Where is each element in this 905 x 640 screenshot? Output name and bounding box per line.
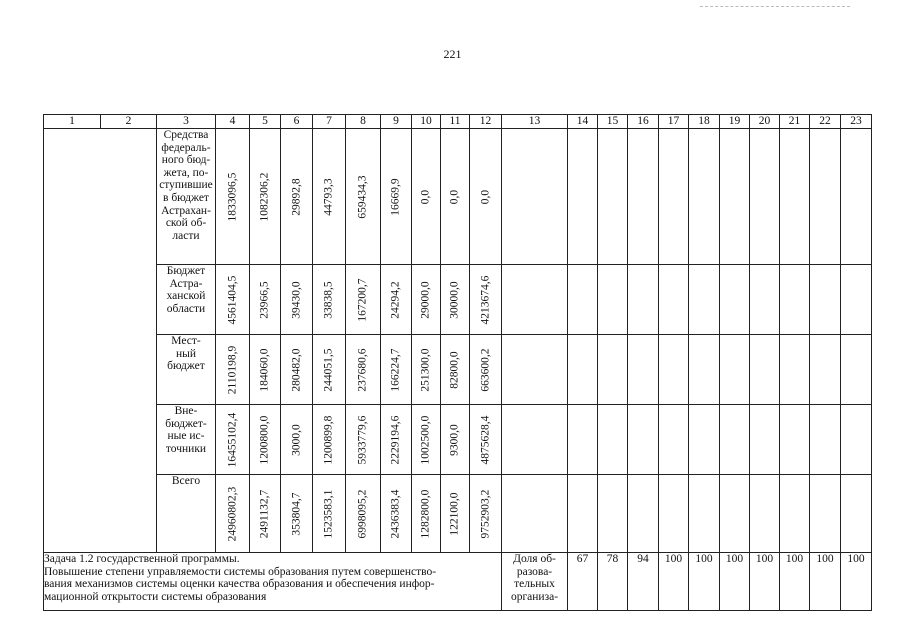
amount-value: 24960802,3 (226, 486, 239, 541)
amount-value: 1082306,2 (258, 172, 271, 221)
amount-cell (281, 129, 313, 265)
empty-cell (568, 265, 598, 335)
column-header: 18 (689, 115, 720, 129)
indicator-line: тельных (514, 578, 555, 591)
amount-value: 2436383,4 (389, 489, 402, 538)
column-header: 9 (381, 115, 412, 129)
funding-source-line: бюджет (167, 360, 205, 373)
empty-cell (502, 129, 568, 265)
empty-cell (810, 475, 841, 553)
empty-cell (628, 335, 659, 405)
target-value: 100 (841, 553, 872, 611)
amount-value: 30000,0 (448, 280, 461, 319)
empty-cell (598, 265, 628, 335)
task-line: мационной открытости системы образования (44, 590, 267, 603)
task-line: Задача 1.2 государственной программы. (44, 553, 240, 565)
empty-cell (810, 129, 841, 265)
amount-cell (381, 405, 412, 475)
empty-cell (689, 129, 720, 265)
empty-cell (780, 265, 810, 335)
target-value: 78 (598, 553, 628, 611)
target-value: 94 (628, 553, 659, 611)
amount-value: 3000,0 (290, 423, 303, 456)
amount-value: 1523583,1 (322, 489, 335, 538)
amount-value: 4561404,5 (226, 275, 239, 324)
column-header: 5 (250, 115, 281, 129)
amount-cell (216, 405, 250, 475)
page-number: 221 (443, 47, 462, 61)
funding-row (44, 265, 872, 335)
empty-cell (568, 129, 598, 265)
funding-source (157, 129, 216, 265)
funding-source (157, 335, 216, 405)
budget-table (43, 114, 872, 611)
column-header: 11 (441, 115, 470, 129)
top-edge-line (700, 6, 850, 7)
funding-source-line: жета, по- (163, 166, 209, 179)
amount-cell (281, 335, 313, 405)
amount-value: 280482,0 (290, 347, 303, 392)
funding-source-line: ступившие (159, 179, 213, 192)
amount-cell (216, 265, 250, 335)
empty-cell (780, 335, 810, 405)
empty-cell (568, 335, 598, 405)
amount-cell (441, 475, 470, 553)
indicator-line: организа- (510, 590, 559, 603)
amount-cell (281, 475, 313, 553)
amount-value: 4875628,4 (479, 415, 492, 464)
amount-value: 184060,0 (258, 347, 271, 392)
amount-cell (470, 265, 502, 335)
column-header: 2 (101, 115, 157, 129)
column-header: 16 (628, 115, 659, 129)
header-row (44, 115, 872, 129)
task-line: вания механизмов системы оценки качества образования и обеспечения инфор- (44, 578, 435, 591)
amount-value: 5933779,6 (356, 415, 369, 464)
column-header: 22 (810, 115, 841, 129)
column-header: 15 (598, 115, 628, 129)
column-header: 19 (720, 115, 750, 129)
funding-source-line: области (166, 302, 206, 315)
empty-cell (720, 475, 750, 553)
empty-cell (750, 265, 780, 335)
amount-cell (216, 129, 250, 265)
amount-value: 0,0 (448, 189, 461, 204)
target-value: 100 (659, 553, 689, 611)
empty-cell (659, 475, 689, 553)
funding-source-line: Средства (163, 129, 209, 141)
amount-value: 2110198,9 (226, 345, 239, 394)
funding-source-line: ный (175, 347, 197, 360)
amount-cell (250, 405, 281, 475)
amount-value: 663600,2 (479, 347, 492, 392)
empty-cell (659, 129, 689, 265)
empty-cell (628, 129, 659, 265)
empty-cell (720, 265, 750, 335)
empty-cell (750, 475, 780, 553)
funding-source-line: ханской (166, 290, 206, 303)
amount-cell (346, 129, 381, 265)
amount-cell (412, 475, 441, 553)
funding-source-line: ской об- (165, 217, 207, 230)
amount-value: 0,0 (419, 189, 432, 204)
target-value: 100 (750, 553, 780, 611)
amount-cell (313, 475, 346, 553)
amount-value: 1200800,0 (258, 415, 271, 464)
amount-cell (381, 129, 412, 265)
column-header: 13 (502, 115, 568, 129)
task-description (44, 553, 502, 611)
amount-cell (313, 335, 346, 405)
amount-cell (346, 405, 381, 475)
empty-cell (810, 265, 841, 335)
amount-value: 353804,7 (290, 491, 303, 536)
amount-cell (470, 405, 502, 475)
funding-row (44, 405, 872, 475)
amount-cell (381, 475, 412, 553)
funding-source-line: ные ис- (167, 430, 205, 443)
amount-cell (313, 265, 346, 335)
amount-value: 237680,6 (356, 347, 369, 392)
amount-cell (346, 335, 381, 405)
funding-source (157, 265, 216, 335)
amount-cell (381, 335, 412, 405)
amount-value: 1200899,8 (322, 415, 335, 464)
empty-cell (750, 129, 780, 265)
column-header: 1 (44, 115, 101, 129)
empty-cell (659, 335, 689, 405)
empty-cell (598, 475, 628, 553)
funding-row (44, 129, 872, 265)
funding-source-line: федераль- (161, 141, 211, 154)
amount-cell (313, 129, 346, 265)
empty-cell (720, 405, 750, 475)
column-header: 21 (780, 115, 810, 129)
funding-source-line: Всего (171, 475, 201, 487)
column-header: 10 (412, 115, 441, 129)
empty-cell (841, 335, 872, 405)
column-header: 17 (659, 115, 689, 129)
funding-source-line: Астрахан- (161, 204, 211, 217)
amount-cell (281, 265, 313, 335)
funding-row (44, 475, 872, 553)
column-header: 6 (281, 115, 313, 129)
target-value: 100 (720, 553, 750, 611)
task-line: Повышение степени управляемости системы образования путем совершенство- (44, 565, 437, 578)
amount-value: 29892,8 (290, 177, 303, 216)
amount-cell (216, 475, 250, 553)
amount-value: 33838,5 (322, 280, 335, 319)
funding-source-line: бюджет- (165, 417, 207, 430)
amount-value: 4213674,6 (479, 275, 492, 324)
amount-value: 166224,7 (389, 347, 402, 392)
funding-source-line: Астра- (169, 277, 203, 290)
amount-cell (250, 335, 281, 405)
amount-cell (441, 405, 470, 475)
empty-cell (502, 265, 568, 335)
indicator-name (502, 553, 568, 611)
empty-cell (750, 405, 780, 475)
target-value: 100 (810, 553, 841, 611)
empty-cell (659, 265, 689, 335)
empty-cell (780, 475, 810, 553)
empty-cell (841, 129, 872, 265)
empty-cell (689, 405, 720, 475)
column-header: 7 (313, 115, 346, 129)
blank-cell (44, 129, 157, 553)
funding-source (157, 405, 216, 475)
amount-value: 1002500,0 (419, 415, 432, 464)
amount-value: 16669,9 (389, 177, 402, 216)
amount-value: 29000,0 (419, 280, 432, 319)
amount-value: 122100,0 (448, 491, 461, 536)
funding-source-line: ного бюд- (161, 154, 211, 167)
amount-value: 23966,5 (258, 280, 271, 319)
empty-cell (689, 265, 720, 335)
funding-row (44, 335, 872, 405)
amount-value: 24294,2 (389, 280, 402, 319)
amount-value: 82800,0 (448, 350, 461, 389)
amount-value: 1282800,0 (419, 489, 432, 538)
amount-cell (412, 335, 441, 405)
empty-cell (750, 335, 780, 405)
amount-cell (470, 129, 502, 265)
column-header: 4 (216, 115, 250, 129)
funding-source-line: ласти (172, 229, 200, 242)
empty-cell (810, 335, 841, 405)
amount-cell (313, 405, 346, 475)
empty-cell (628, 405, 659, 475)
column-header: 14 (568, 115, 598, 129)
amount-cell (412, 405, 441, 475)
column-header: 3 (157, 115, 216, 129)
empty-cell (598, 405, 628, 475)
column-header: 23 (841, 115, 872, 129)
amount-cell (470, 335, 502, 405)
empty-cell (720, 129, 750, 265)
amount-cell (281, 405, 313, 475)
task-row (44, 553, 872, 611)
funding-source-line: Бюджет (166, 265, 206, 277)
empty-cell (659, 405, 689, 475)
amount-value: 0,0 (479, 189, 492, 204)
amount-value: 659434,3 (356, 174, 369, 219)
amount-cell (250, 475, 281, 553)
funding-source-line: точники (165, 442, 207, 455)
empty-cell (810, 405, 841, 475)
funding-source-line: Мест- (171, 335, 201, 347)
amount-cell (441, 129, 470, 265)
amount-cell (441, 265, 470, 335)
amount-cell (250, 129, 281, 265)
target-value: 67 (568, 553, 598, 611)
empty-cell (502, 335, 568, 405)
amount-cell (346, 265, 381, 335)
empty-cell (841, 265, 872, 335)
amount-cell (250, 265, 281, 335)
funding-source-line: в бюджет (163, 191, 209, 204)
amount-value: 1833096,5 (226, 172, 239, 221)
amount-value: 6998095,2 (356, 489, 369, 538)
empty-cell (628, 265, 659, 335)
empty-cell (598, 335, 628, 405)
amount-cell (346, 475, 381, 553)
empty-cell (689, 475, 720, 553)
column-header: 12 (470, 115, 502, 129)
funding-source (157, 475, 216, 553)
amount-value: 44793,3 (322, 177, 335, 216)
amount-value: 244051,5 (322, 347, 335, 392)
empty-cell (502, 475, 568, 553)
empty-cell (841, 405, 872, 475)
amount-value: 167200,7 (356, 277, 369, 322)
amount-cell (216, 335, 250, 405)
empty-cell (780, 405, 810, 475)
amount-value: 2229194,6 (389, 415, 402, 464)
amount-cell (441, 335, 470, 405)
amount-cell (470, 475, 502, 553)
empty-cell (628, 475, 659, 553)
empty-cell (568, 405, 598, 475)
indicator-line: Доля об- (513, 553, 556, 565)
amount-value: 9300,0 (448, 423, 461, 456)
empty-cell (841, 475, 872, 553)
amount-value: 16455102,4 (226, 412, 239, 467)
empty-cell (720, 335, 750, 405)
amount-value: 9752903,2 (479, 489, 492, 538)
target-value: 100 (780, 553, 810, 611)
amount-cell (412, 265, 441, 335)
amount-cell (412, 129, 441, 265)
empty-cell (598, 129, 628, 265)
target-value: 100 (689, 553, 720, 611)
empty-cell (568, 475, 598, 553)
empty-cell (780, 129, 810, 265)
amount-cell (381, 265, 412, 335)
empty-cell (502, 405, 568, 475)
indicator-line: разова- (516, 565, 553, 578)
funding-source-line: Вне- (174, 405, 198, 417)
empty-cell (689, 335, 720, 405)
column-header: 20 (750, 115, 780, 129)
amount-value: 2491132,7 (258, 489, 271, 538)
amount-value: 39430,0 (290, 280, 303, 319)
amount-value: 251300,0 (419, 347, 432, 392)
column-header: 8 (346, 115, 381, 129)
